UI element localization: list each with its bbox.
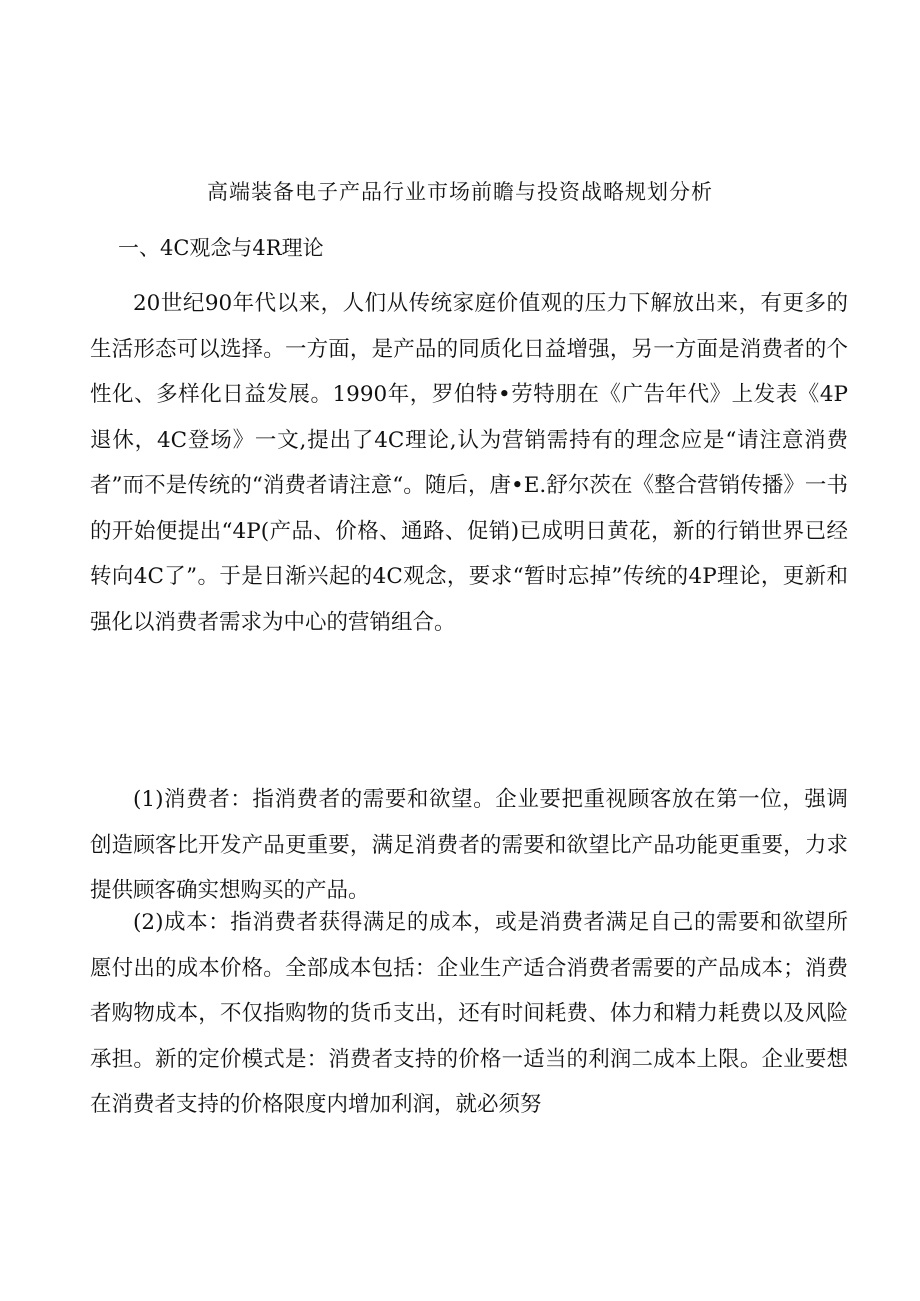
section-heading: 一、4C观念与4R理论 [118,236,324,260]
paragraph-consumer: (1)消费者：指消费者的需要和欲望。企业要把重视顾客放在第一位，强调创造顾客比开发产品更重要，满足消费者的需要和欲望比产品功能更重要，力求提供顾客确实想购买的产品。 [90,787,848,903]
document-title: 高端装备电子产品行业市场前瞻与投资战略规划分析 [207,180,713,204]
paragraph-4c-introduction: 20世纪90年代以来，人们从传统家庭价值观的压力下解放出来，有更多的生活形态可以选择。一方面，是产品的同质化日益增强，另一方面是消费者的个性化、多样化日益发展。1990年，罗伯特•劳特朋在《广告年代》上发表《4P退休，4C登场》一文,提出了4C理论,认为营销需持有的理念应是“请注意消费者”而不是传统的“消费者请注意“。随后，唐•E.舒尔茨在《整合营销传播》一书的开始便提出“4P(产品、价格、通路、促销)已成明日黄花，新的行销世界已经转向4C了”。于是日渐兴起的4C观念，要求“暂时忘掉”传统的4P理论，更新和强化以消费者需求为中心的营销组合。 [90,291,848,635]
paragraph-cost: (2)成本：指消费者获得满足的成本，或是消费者满足自己的需要和欲望所愿付出的成本价格。全部成本包括：企业生产适合消费者需要的产品成本；消费者购物成本，不仅指购物的货币支出，还有时间耗费、体力和精力耗费以及风险承担。新的定价模式是：消费者支持的价格一适当的利润二成本上限。企业要想在消费者支持的价格限度内增加利润，就必须努 [90,910,848,1117]
